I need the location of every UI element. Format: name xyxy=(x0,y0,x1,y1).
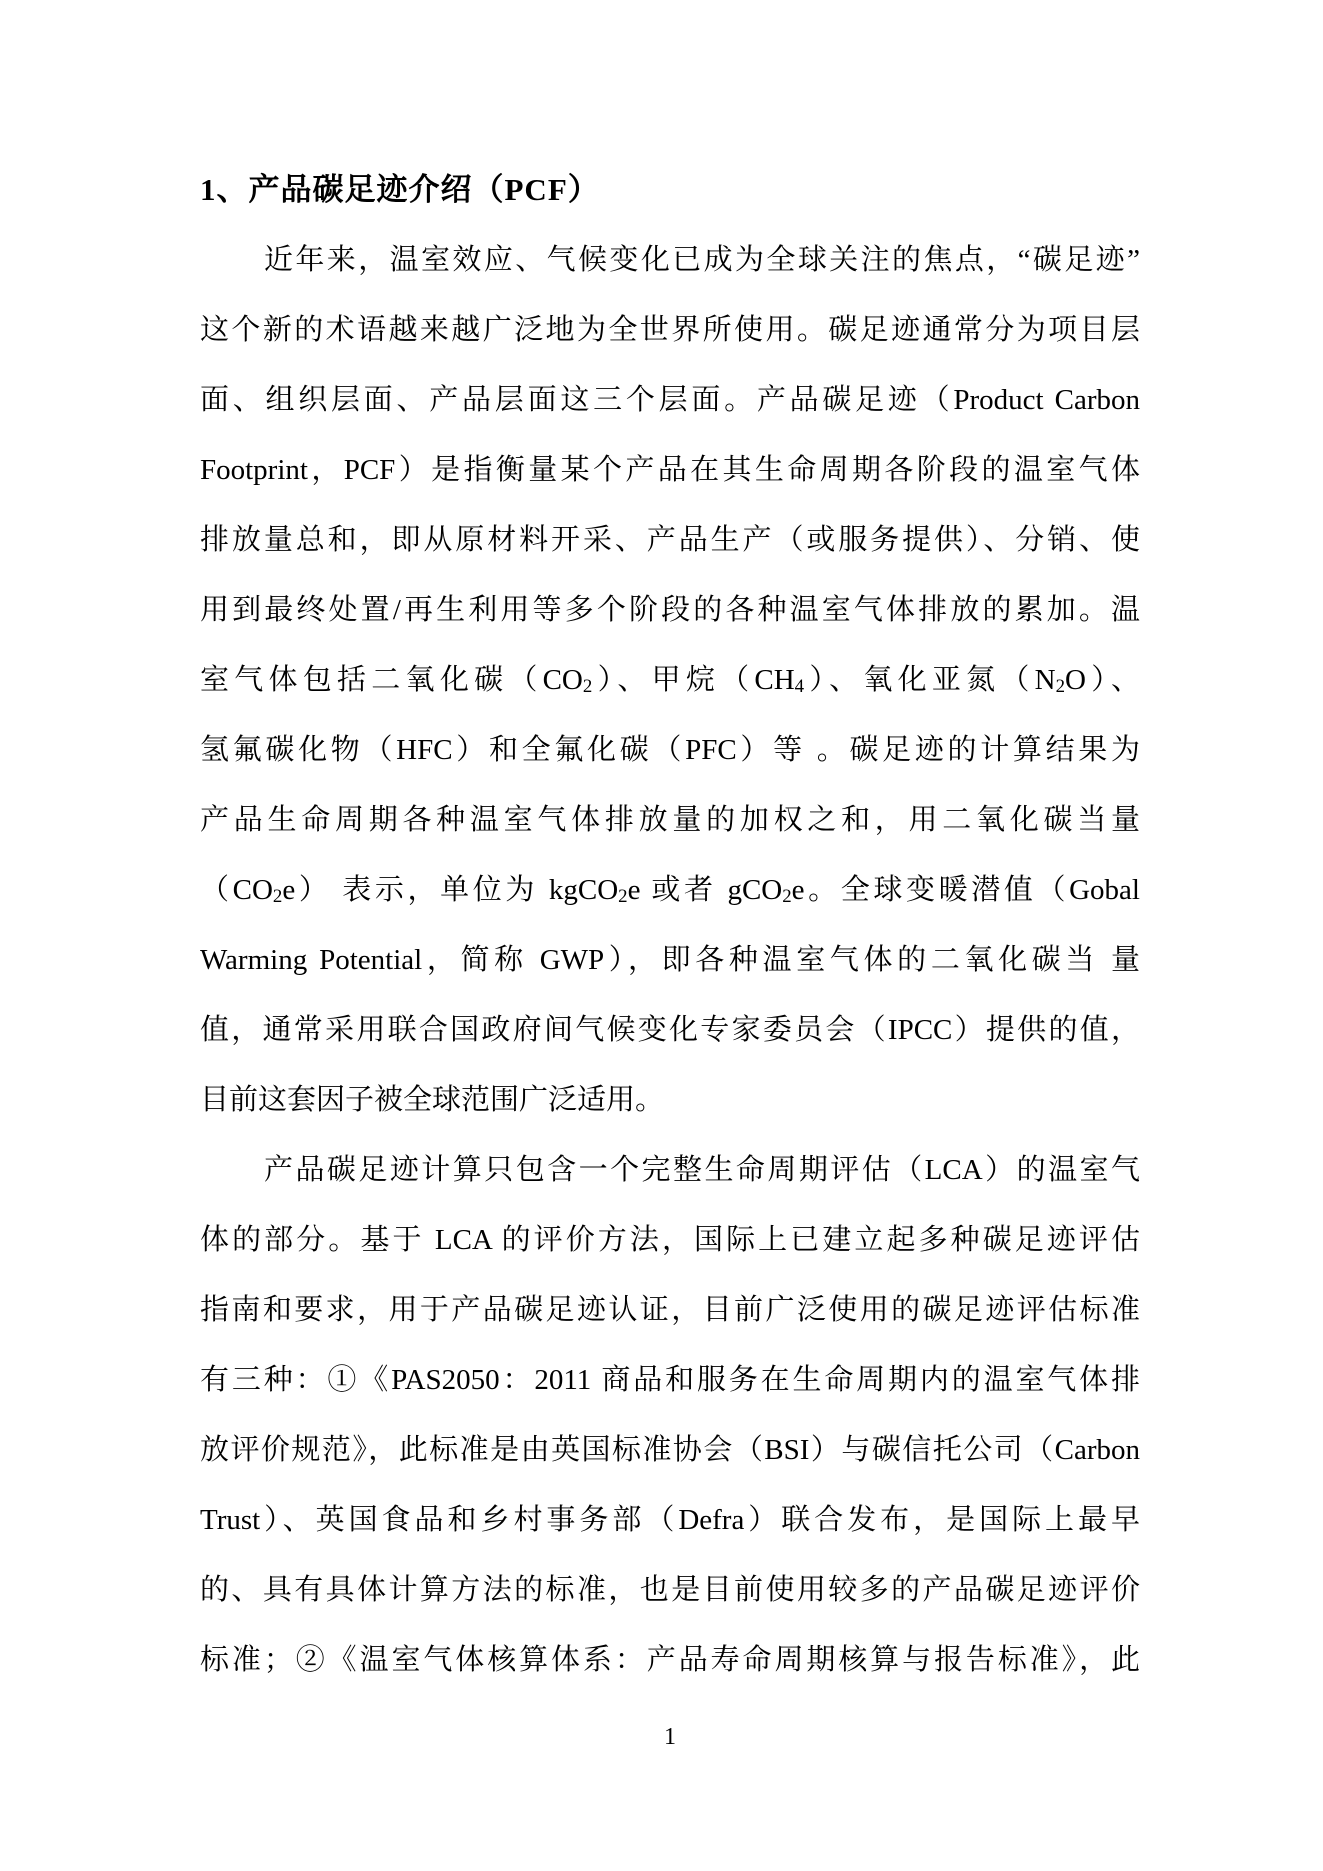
text-segment: O）、 xyxy=(1065,664,1140,696)
text-segment: 产品碳足迹计算只包含一个完整生命周期评估（LCA）的温室气 xyxy=(264,1154,1140,1186)
subscript-text: 2 xyxy=(272,885,283,907)
text-segment: 氢氟碳化物（HFC）和全氟化碳（PFC）等 。碳足迹的计算结果为 xyxy=(200,734,1140,766)
text-segment: 近年来，温室效应、气候变化已成为全球关注的焦点，“碳足迹” xyxy=(264,244,1140,276)
subscript-text: 2 xyxy=(582,675,593,697)
text-segment: 体的部分。基于 LCA 的评价方法，国际上已建立起多种碳足迹评估 xyxy=(200,1224,1140,1256)
subscript-text: 2 xyxy=(1055,675,1066,697)
text-segment: 有三种：①《PAS2050：2011 商品和服务在生命周期内的温室气体排 xyxy=(200,1364,1140,1396)
text-segment: e 或者 gCO xyxy=(627,874,783,906)
text-line xyxy=(200,225,1140,295)
text-segment: 值，通常采用联合国政府间气候变化专家委员会（IPCC）提供的值， xyxy=(200,1014,1140,1046)
text-segment: 的、具有具体计算方法的标准，也是目前使用较多的产品碳足迹评价 xyxy=(200,1574,1140,1606)
text-line xyxy=(200,1345,1140,1415)
text-segment: Footprint，PCF）是指衡量某个产品在其生命周期各阶段的温室气体 xyxy=(200,454,1140,486)
text-line xyxy=(200,295,1140,365)
text-segment: ）、氧化亚氮（N xyxy=(804,664,1056,696)
text-segment: 目前这套因子被全球范围广泛适用。 xyxy=(200,1084,665,1116)
text-line xyxy=(200,435,1140,505)
text-line xyxy=(200,925,1140,995)
text-segment: 放评价规范》，此标准是由英国标准协会（BSI）与碳信托公司（Carbon xyxy=(200,1434,1140,1466)
text-line xyxy=(200,1065,1140,1135)
text-line xyxy=(200,575,1140,645)
text-segment: 这个新的术语越来越广泛地为全世界所使用。碳足迹通常分为项目层 xyxy=(200,314,1140,346)
text-line xyxy=(200,715,1140,785)
text-line xyxy=(200,785,1140,855)
text-segment: 室气体包括二氧化碳（CO xyxy=(200,664,583,696)
text-line xyxy=(200,1205,1140,1275)
text-segment: Trust）、英国食品和乡村事务部（Defra）联合发布，是国际上最早 xyxy=(200,1504,1140,1536)
text-segment: 面、组织层面、产品层面这三个层面。产品碳足迹（Product Carbon xyxy=(200,384,1140,416)
text-segment: e。全球变暖潜值（Gobal xyxy=(791,874,1140,906)
text-segment: （CO xyxy=(200,874,273,906)
text-segment: ）、甲烷（CH xyxy=(592,664,795,696)
subscript-text: 4 xyxy=(794,675,805,697)
text-segment: 指南和要求，用于产品碳足迹认证，目前广泛使用的碳足迹评估标准 xyxy=(200,1294,1140,1326)
text-segment: 排放量总和，即从原材料开采、产品生产（或服务提供）、分销、使 xyxy=(200,524,1140,556)
text-segment: e） 表示，单位为 kgCO xyxy=(282,874,619,906)
text-line xyxy=(200,365,1140,435)
text-line xyxy=(200,1415,1140,1485)
text-segment: 用到最终处置/再生利用等多个阶段的各种温室气体排放的累加。温 xyxy=(200,594,1140,626)
text-line xyxy=(200,1555,1140,1625)
text-line xyxy=(200,1485,1140,1555)
text-line xyxy=(200,1275,1140,1345)
subscript-text: 2 xyxy=(618,885,628,907)
text-line xyxy=(200,645,1140,715)
text-segment: 产品生命周期各种温室气体排放量的加权之和，用二氧化碳当量 xyxy=(200,804,1140,836)
text-segment: Warming Potential，简称 GWP），即各种温室气体的二氧化碳当 量 xyxy=(200,944,1140,976)
page-number: 1 xyxy=(664,1724,676,1750)
text-line xyxy=(200,1625,1140,1695)
document-body xyxy=(200,225,1140,1695)
text-line xyxy=(200,855,1140,925)
section-heading: 1、产品碳足迹介绍（PCF） xyxy=(200,172,600,207)
text-line xyxy=(200,995,1140,1065)
text-segment: 标准；②《温室气体核算体系：产品寿命周期核算与报告标准》，此 xyxy=(200,1644,1140,1676)
text-line xyxy=(200,1135,1140,1205)
subscript-text: 2 xyxy=(782,885,792,907)
text-line xyxy=(200,505,1140,575)
